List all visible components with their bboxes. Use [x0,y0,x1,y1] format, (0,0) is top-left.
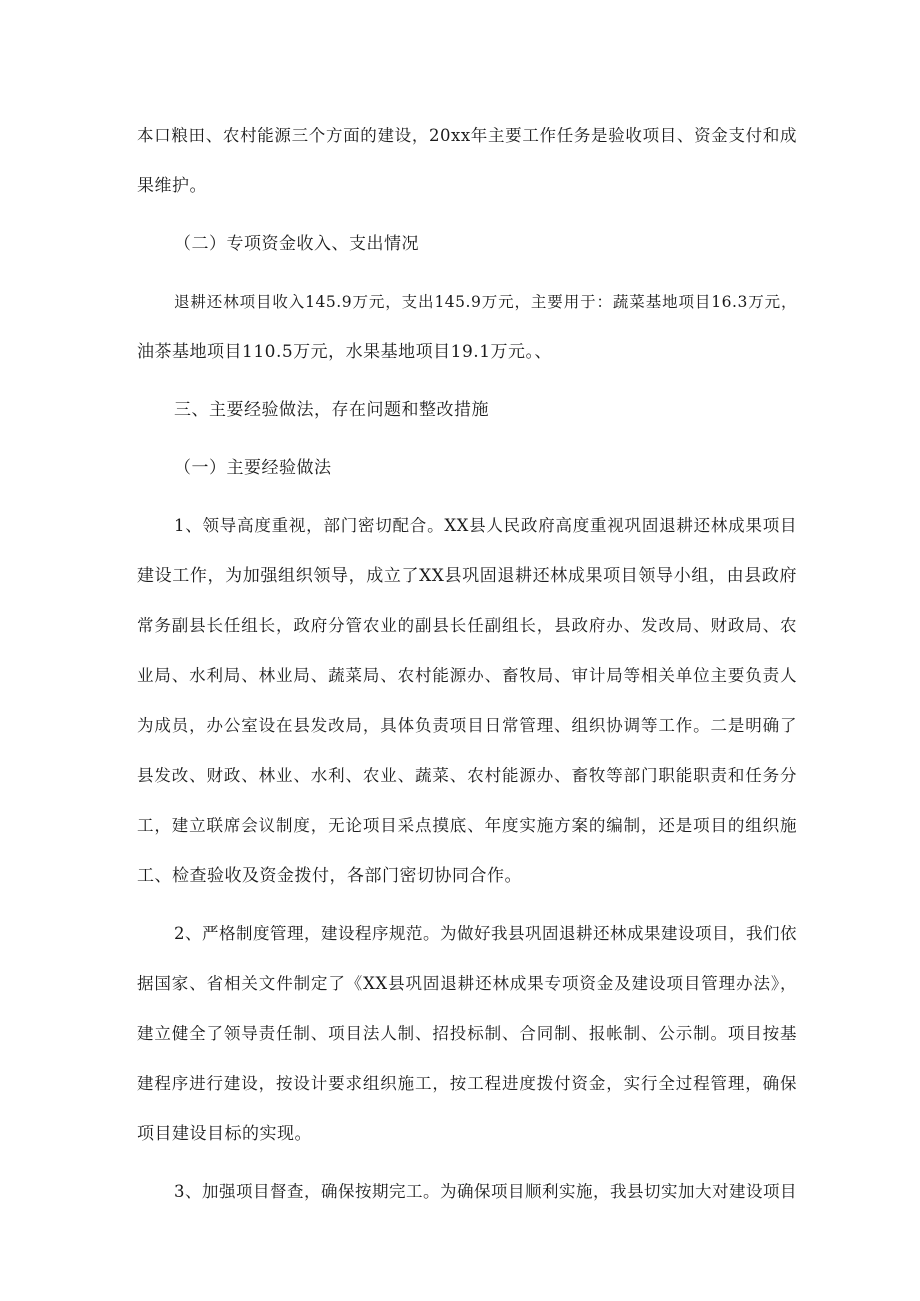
paragraph-line: 果维护。 [137,176,207,196]
section-heading: （一）主要经验做法 [174,458,332,478]
paragraph-line: 为成员，办公室设在县发改局，具体负责项目日常管理、组织协调等工作。二是明确了 [137,716,797,735]
paragraph-line: 建立健全了领导责任制、项目法人制、招投标制、合同制、报帐制、公示制。项目按基 [137,1024,797,1043]
paragraph-line: 本口粮田、农村能源三个方面的建设，20xx年主要工作任务是验收项目、资金支付和成 [137,126,797,145]
paragraph-line: 工，建立联席会议制度，无论项目采点摸底、年度实施方案的编制，还是项目的组织施 [137,816,797,835]
paragraph-line: 县发改、财政、林业、水利、农业、蔬菜、农村能源办、畜牧等部门职能职责和任务分 [137,766,797,785]
paragraph-line: 建程序进行建设，按设计要求组织施工，按工程进度拨付资金，实行全过程管理，确保 [137,1074,797,1093]
paragraph-line: 1、领导高度重视，部门密切配合。XX县人民政府高度重视巩固退耕还林成果项目 [174,516,797,535]
section-heading: 三、主要经验做法，存在问题和整改措施 [174,400,489,420]
section-heading: （二）专项资金收入、支出情况 [174,234,419,254]
paragraph-line: 据国家、省相关文件制定了《XX县巩固退耕还林成果专项资金及建设项目管理办法》， [137,974,797,993]
paragraph-line: 项目建设目标的实现。 [137,1124,312,1144]
paragraph-line: 退耕还林项目收入145.9万元，支出145.9万元，主要用于：蔬菜基地项目16.3万元， [174,293,797,311]
paragraph-line: 建设工作，为加强组织领导，成立了XX县巩固退耕还林成果项目领导小组，由县政府 [137,566,797,586]
paragraph-line: 常务副县长任组长，政府分管农业的副县长任副组长，县政府办、发改局、财政局、农 [137,616,797,635]
paragraph-line: 3、加强项目督查，确保按期完工。为确保项目顺利实施，我县切实加大对建设项目 [174,1182,797,1201]
paragraph-line: 工、检查验收及资金拨付，各部门密切协同合作。 [137,866,522,886]
paragraph-line: 2、严格制度管理，建设程序规范。为做好我县巩固退耕还林成果建设项目，我们依 [174,924,797,943]
paragraph-line: 油茶基地项目110.5万元，水果基地项目19.1万元。、 [137,342,553,362]
paragraph-line: 业局、水利局、林业局、蔬菜局、农村能源办、畜牧局、审计局等相关单位主要负责人 [137,666,797,685]
